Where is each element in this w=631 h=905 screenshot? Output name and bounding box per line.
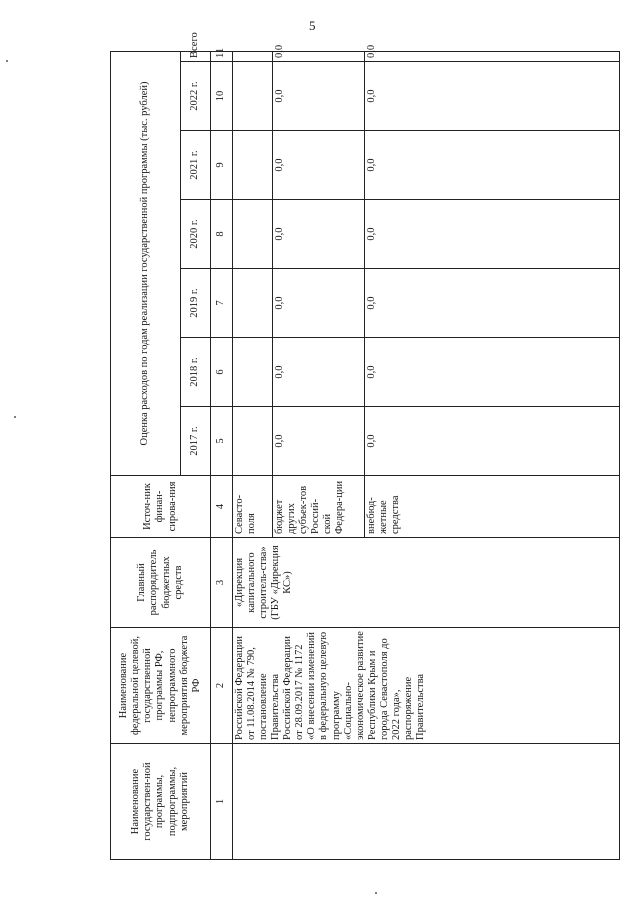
- col-number: 1: [211, 744, 233, 860]
- value-cell: [233, 131, 273, 200]
- col-number: 4: [211, 476, 233, 538]
- header-year: 2017 г.: [181, 407, 211, 476]
- header-col-4: Источ-ник финан-сирова-ния: [111, 476, 211, 538]
- value-cell: 0,0: [273, 338, 365, 407]
- value-cell: 0,0: [365, 131, 620, 200]
- value-cell: 0,0: [365, 200, 620, 269]
- scan-speck: [6, 60, 8, 62]
- value-cell: [233, 407, 273, 476]
- header-year: 2019 г.: [181, 269, 211, 338]
- page-number: 5: [309, 18, 316, 33]
- value-cell: 0,0: [273, 407, 365, 476]
- value-cell: 0,0: [365, 51, 620, 61]
- col-number: 9: [211, 131, 233, 200]
- source-name: Севасто-поля: [233, 476, 273, 538]
- value-cell: 0,0: [273, 269, 365, 338]
- header-year: 2022 г.: [181, 62, 211, 131]
- value-cell: 0,0: [273, 131, 365, 200]
- header-year: 2018 г.: [181, 338, 211, 407]
- header-col-3: Главный распорядитель бюджетных средств: [111, 538, 211, 628]
- col-number: 6: [211, 338, 233, 407]
- value-cell: 0,0: [273, 62, 365, 131]
- budget-table: [110, 32, 620, 860]
- header-year: 2020 г.: [181, 200, 211, 269]
- col-number: 10: [211, 62, 233, 131]
- value-cell: 0,0: [273, 51, 365, 61]
- col-number: 11: [211, 51, 233, 61]
- body-col-1: [233, 744, 620, 860]
- header-year: 2021 г.: [181, 131, 211, 200]
- value-cell: [233, 338, 273, 407]
- value-cell: [233, 62, 273, 131]
- value-cell: 0,0: [365, 62, 620, 131]
- value-cell: 0,0: [365, 338, 620, 407]
- value-cell: 0,0: [365, 407, 620, 476]
- col-number: 8: [211, 200, 233, 269]
- body-col-2: Российской Федерации от 11.08.2014 № 790, постановление Правительства Российской Федерации от 28.09.2017 № 1172 «О внесении изменений в федеральную целевую программу «Социально-экономическое развитие Республики Крым и города Севастополя до 2022 года», распоряжение Правительства: [233, 628, 620, 744]
- source-name: внебюд-жетные средства: [365, 476, 620, 538]
- rotated-table-wrapper: [110, 32, 620, 860]
- col-number: 3: [211, 538, 233, 628]
- body-col-3: «Дирекция капитального строитель-ства» (ГБУ «Дирекция КС»): [233, 538, 620, 628]
- value-cell: [233, 51, 273, 61]
- value-cell: [233, 269, 273, 338]
- scan-speck: [375, 892, 377, 894]
- col-number: 7: [211, 269, 233, 338]
- col-number: 5: [211, 407, 233, 476]
- source-name: бюджет других субъек-тов Россий-ской Федера-ции: [273, 476, 365, 538]
- scan-speck: [14, 416, 16, 418]
- header-group: Оценка расходов по годам реализации государственной программы (тыс. рублей): [111, 51, 181, 475]
- header-total: Всего: [181, 51, 211, 61]
- col-number: 2: [211, 628, 233, 744]
- value-cell: [233, 200, 273, 269]
- value-cell: 0,0: [365, 269, 620, 338]
- header-col-1: Наименование государствен-ной программы, подпрограммы, мероприятий: [111, 744, 211, 860]
- header-col-2: Наименование федеральной целевой, государственной программы РФ, непрограммного мероприятия бюджета РФ: [111, 628, 211, 744]
- value-cell: 0,0: [273, 200, 365, 269]
